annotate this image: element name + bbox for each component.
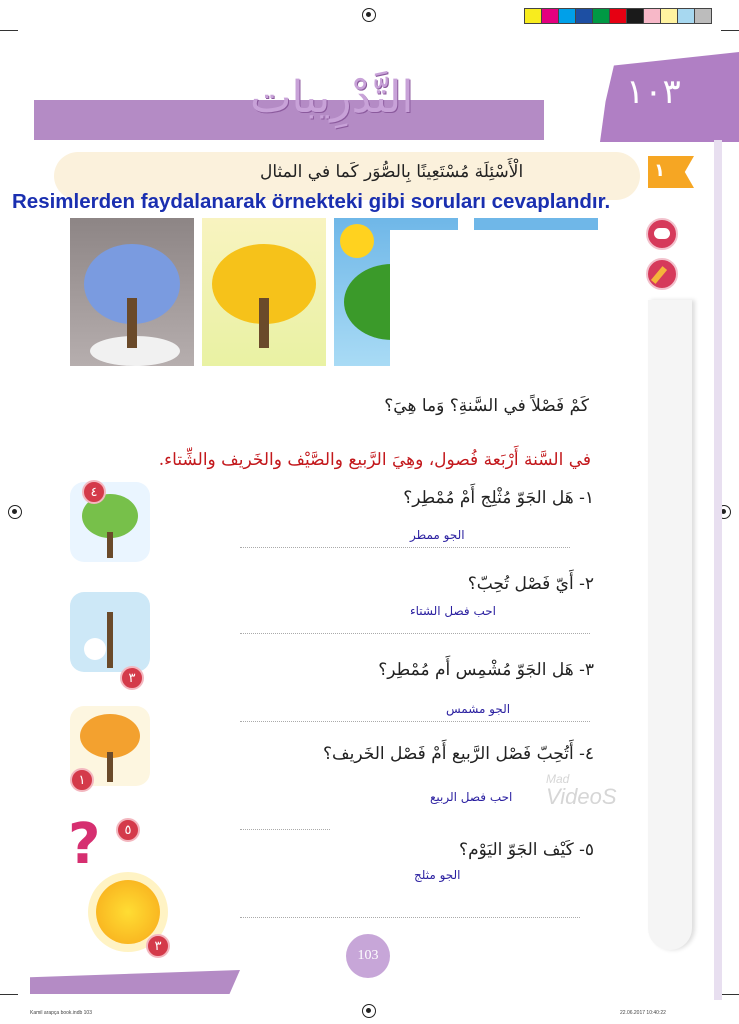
answer-line — [240, 720, 590, 722]
winter-thumbnail — [70, 592, 150, 672]
color-swatch — [542, 9, 559, 23]
answer-line — [240, 632, 590, 634]
registration-mark-left — [8, 505, 22, 519]
answer-2[interactable]: احب فصل الشتاء — [410, 604, 497, 618]
answer-3[interactable]: الجو مشمس — [446, 702, 511, 716]
badge: ٥ — [116, 818, 140, 842]
example-question: كَمْ فَصْلاً في السَّنةِ؟ وَما هِيَ؟ — [384, 396, 589, 416]
instruction-arabic: الْأَسْئِلَة مُسْتَعِينًا بِالصُّوَر كَما في المثال — [260, 162, 524, 182]
answer-line — [240, 546, 570, 548]
speech-bubble-icon — [646, 218, 678, 250]
color-swatch — [695, 9, 711, 23]
crop-mark — [721, 30, 739, 31]
color-swatch — [627, 9, 644, 23]
color-swatch — [678, 9, 695, 23]
question-1: ١- هَل الجَوّ مُثْلِج أَمْ مُمْطِر؟ — [403, 488, 594, 508]
color-swatch — [661, 9, 678, 23]
exercise-number: ١ — [654, 160, 665, 181]
question-5: ٥- كَيْف الجَوّ اليَوْم؟ — [459, 840, 594, 860]
footer-file-info: Kamil arapça book.indb 103 — [30, 1010, 92, 1016]
registration-mark-top — [362, 8, 376, 22]
question-2: ٢- أَيّ فَصْل تُحِبّ؟ — [467, 574, 594, 594]
covered-area — [390, 230, 604, 368]
badge: ٣ — [146, 934, 170, 958]
footer-band — [30, 970, 240, 994]
color-swatch — [559, 9, 576, 23]
question-4: ٤- أَتُحِبّ فَصْل الرَّبيع أَمْ فَصْل الخَريف؟ — [323, 744, 594, 764]
page-title: التَّدْرِيبات — [250, 72, 414, 123]
page-number: 103 — [346, 934, 390, 978]
color-swatch — [525, 9, 542, 23]
pencil-icon — [646, 258, 678, 290]
question-3: ٣- هَل الجَوّ مُشْمِس أَم مُمْطِر؟ — [378, 660, 594, 680]
crop-mark — [721, 994, 739, 995]
color-swatch — [644, 9, 661, 23]
instruction-turkish: Resimlerden faydalanarak örnekteki gibi soruları cevaplandır. — [12, 190, 611, 213]
color-calibration-bar — [524, 8, 712, 24]
winter-tree-image — [70, 218, 194, 366]
watermark: Mad VideoS — [546, 772, 617, 809]
sun-icon — [96, 880, 160, 944]
crop-mark — [0, 994, 18, 995]
color-swatch — [610, 9, 627, 23]
badge: ١ — [70, 768, 94, 792]
example-answer: في السَّنة أَرْبَعة فُصول، وهِيَ الرَّبيع والصَّيْف والخَريف والشِّتاء. — [158, 450, 591, 470]
answer-line — [240, 916, 580, 918]
footer-timestamp: 22.06.2017 10:40:22 — [620, 1010, 666, 1016]
answer-4[interactable]: احب فصل الربيع — [430, 790, 513, 804]
answer-5[interactable]: الجو مثلج — [414, 868, 461, 882]
right-side-panel — [648, 300, 692, 950]
question-mark-icon: ? — [68, 812, 101, 877]
answer-1[interactable]: الجو ممطر — [410, 528, 465, 542]
crop-mark — [0, 30, 18, 31]
badge: ٤ — [82, 480, 106, 504]
color-swatch — [576, 9, 593, 23]
badge: ٣ — [120, 666, 144, 690]
registration-mark-bottom — [362, 1004, 376, 1018]
page-badge-number: ١٠٣ — [626, 72, 681, 112]
autumn-tree-image — [202, 218, 326, 366]
answer-line — [240, 828, 330, 830]
side-band — [714, 140, 722, 1000]
color-swatch — [593, 9, 610, 23]
